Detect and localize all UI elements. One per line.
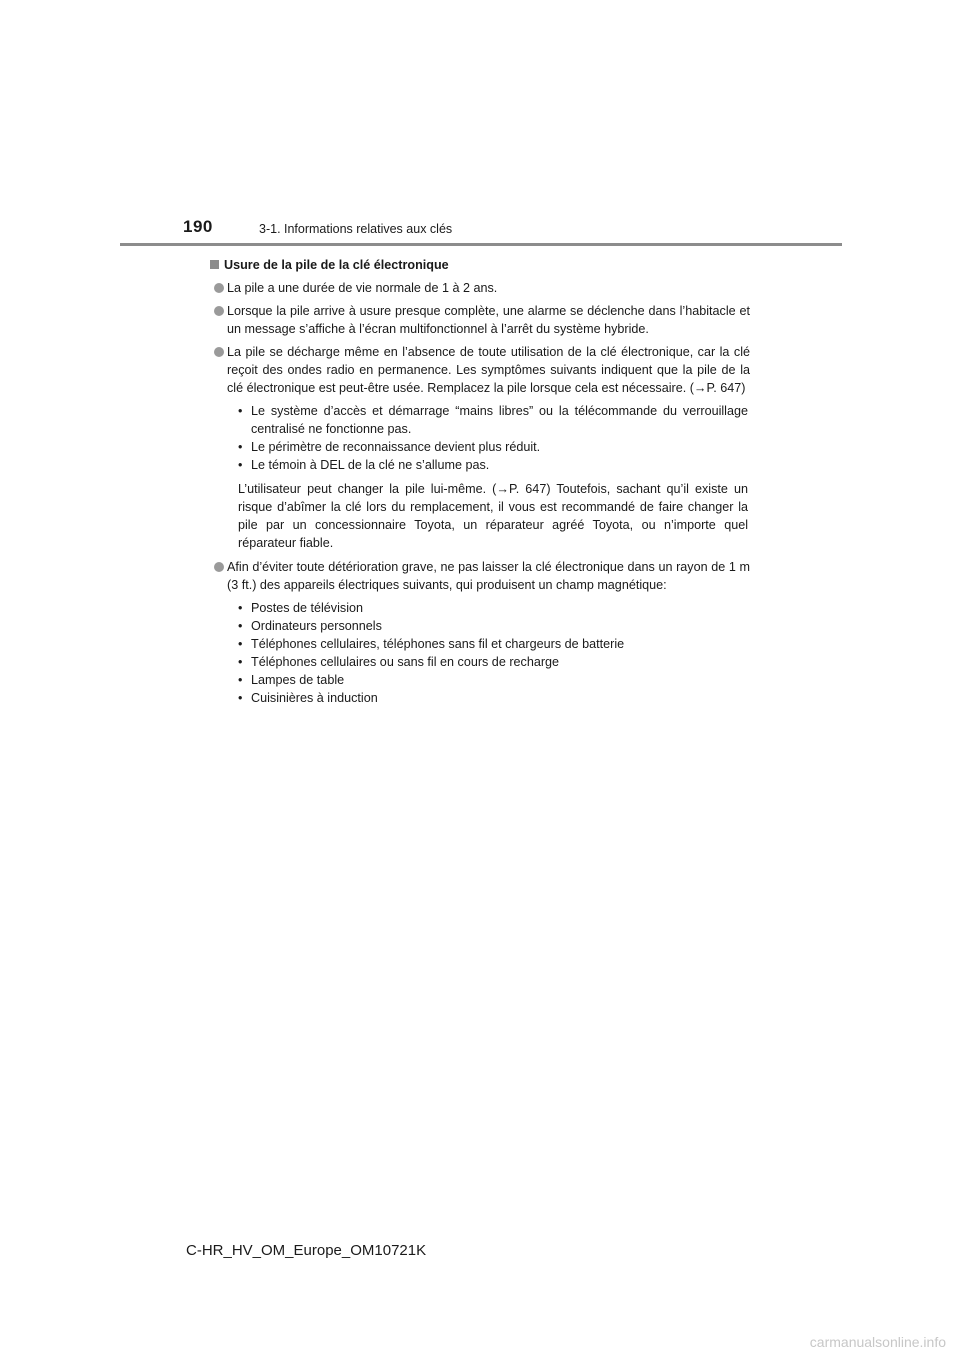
bullet-text: Lorsque la pile arrive à usure presque complète, une alarme se déclenche dans l’habitacle et un message s’affiche à l’écran multifonctionnel à l’arrêt du système hybride. xyxy=(227,304,750,336)
device-text: Ordinateurs personnels xyxy=(251,619,382,633)
bullet-text: La pile se décharge même en l’absence de toute utilisation de la clé électronique, car la clé reçoit des ondes radio en permanence. Les symptômes suivants indiquent que la pile de la clé électronique est peut-être usée. Remplacez la pile lorsque cela est nécessaire. (→P. 647) xyxy=(227,345,750,395)
battery-note: L’utilisateur peut changer la pile lui-même. (→P. 647) Toutefois, sachant qu’il existe un risque d’abîmer la clé lors du remplacement, il vous est recommandé de faire changer la pile par un concessionnaire Toyota, un réparateur agréé Toyota, ou n’importe quel réparateur fiable. xyxy=(238,482,748,550)
bullet-text: La pile a une durée de vie normale de 1 à 2 ans. xyxy=(227,281,498,295)
list-item xyxy=(210,558,750,594)
list-item xyxy=(210,302,750,338)
device-item: • Cuisinières à induction xyxy=(238,691,378,705)
dot-icon xyxy=(214,347,224,357)
document-code: C-HR_HV_OM_Europe_OM10721K xyxy=(186,1242,427,1259)
symptom-text: Le périmètre de reconnaissance devient plus réduit. xyxy=(251,440,541,454)
bullet-text: Afin d’éviter toute détérioration grave, ne pas laisser la clé électronique dans un rayon de 1 m (3 ft.) des appareils électriques suivants, qui produisent un champ magnétique: xyxy=(227,560,750,592)
square-icon xyxy=(210,260,219,269)
symptom-text: Le témoin à DEL de la clé ne s’allume pas. xyxy=(251,458,490,472)
section-heading xyxy=(210,256,750,274)
device-item: • Ordinateurs personnels xyxy=(238,619,382,633)
dot-icon xyxy=(214,562,224,572)
section-title: 3-1. Informations relatives aux clés xyxy=(259,222,453,236)
symptom-item: • Le système d’accès et démarrage “mains libres” ou la télécommande du verrouillage centralisé ne fonctionne pas. xyxy=(238,404,748,436)
page-number: 190 xyxy=(183,217,213,236)
device-item: • Téléphones cellulaires, téléphones sans fil et chargeurs de batterie xyxy=(238,637,625,651)
symptom-item: • Le témoin à DEL de la clé ne s’allume pas. xyxy=(238,458,490,472)
symptom-list xyxy=(238,402,748,474)
device-item: • Téléphones cellulaires ou sans fil en cours de recharge xyxy=(238,655,560,669)
watermark: carmanualsonline.info xyxy=(809,1334,946,1350)
device-item: • Lampes de table xyxy=(238,673,345,687)
device-text: Téléphones cellulaires, téléphones sans fil et chargeurs de batterie xyxy=(251,637,625,651)
device-text: Postes de télévision xyxy=(251,601,364,615)
device-text: Lampes de table xyxy=(251,673,345,687)
list-item xyxy=(210,343,750,397)
dot-icon xyxy=(214,283,224,293)
symptom-item: • Le périmètre de reconnaissance devient plus réduit. xyxy=(238,440,541,454)
device-text: Téléphones cellulaires ou sans fil en cours de recharge xyxy=(251,655,560,669)
device-text: Cuisinières à induction xyxy=(251,691,378,705)
list-item xyxy=(210,279,750,297)
heading-text: Usure de la pile de la clé électronique xyxy=(224,258,449,272)
device-item: • Postes de télévision xyxy=(238,601,364,615)
device-list xyxy=(238,599,748,707)
dot-icon xyxy=(214,306,224,316)
symptom-text: Le système d’accès et démarrage “mains libres” ou la télécommande du verrouillage centralisé ne fonctionne pas. xyxy=(251,404,748,436)
page-content xyxy=(210,254,750,713)
header-rule xyxy=(120,243,842,246)
